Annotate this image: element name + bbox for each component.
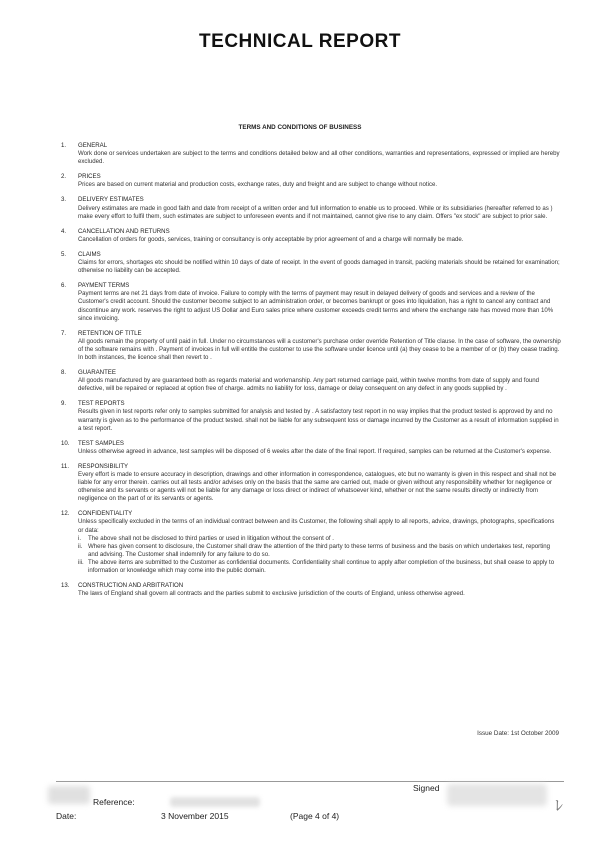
section-confidentiality xyxy=(61,510,561,575)
section-heading: GUARANTEE xyxy=(78,369,116,377)
issue-date: Issue Date: 1st October 2009 xyxy=(477,730,559,737)
reference-label: Reference: xyxy=(93,797,135,807)
section-heading: CONFIDENTIALITY xyxy=(78,510,133,518)
date-value: 3 November 2015 xyxy=(161,811,229,821)
footer-divider xyxy=(56,781,564,782)
section-number: 6. xyxy=(61,282,67,290)
section-heading: PRICES xyxy=(78,173,101,181)
section-body: Work done or services undertaken are subject to the terms and conditions detailed below and all other conditions, warranties and representations, expressed or implied are hereby excluded. xyxy=(78,150,560,166)
redacted-logo xyxy=(48,786,90,804)
page-number: (Page 4 of 4) xyxy=(290,811,340,821)
section-heading: RESPONSIBILITY xyxy=(78,462,129,470)
redacted-signature xyxy=(447,784,547,806)
section-test-reports xyxy=(61,400,561,432)
section-body: Unless specifically excluded in the terms of an individual contract between and its Customer, the following shall apply to all reports, advice, drawings, photographs, specifications or data: xyxy=(78,518,555,534)
section-test-samples xyxy=(61,440,561,456)
section-responsibility xyxy=(61,463,561,503)
section-heading: CONSTRUCTION AND ARBITRATION xyxy=(78,582,184,590)
section-number: 7. xyxy=(61,329,67,337)
list-marker: iii. xyxy=(78,558,84,566)
section-body: Every effort is made to ensure accuracy in description, drawings and other information in correspondence, catalogues, etc but no warranty is given in this respect and shall not be liable for any error therein. carries out all tests and/or advises only on the basis that the same are carried out, made or given without any responsibility whether for negligence or otherwise and its servants or agents will not be liable for any damage or loss direct or indirect of whatsoever kind, whether or not the same results directly or indirectly from negligence on the part of or its servants or agents. xyxy=(78,471,557,503)
list-item-text: The above items are submitted to the Customer as confidential documents. Confidentiality shall continue to apply after completion of the business, but shall cease to apply to information or knowledge which may come into the public domain. xyxy=(88,558,555,575)
section-claims xyxy=(61,251,561,275)
section-delivery-estimates xyxy=(61,196,561,220)
section-cancellation xyxy=(61,228,561,244)
section-payment-terms xyxy=(61,282,561,322)
section-prices xyxy=(61,173,561,189)
section-body: Prices are based on current material and production costs, exchange rates, duty and freight and are subject to change without notice. xyxy=(78,181,438,189)
section-number: 2. xyxy=(61,173,67,181)
section-heading: CLAIMS xyxy=(78,250,101,258)
list-item xyxy=(78,543,561,559)
terms-sections xyxy=(61,142,561,605)
section-body: Unless otherwise agreed in advance, test samples will be disposed of 6 weeks after the date of the final report. If required, samples can be returned at the Customer's expense. xyxy=(78,447,552,455)
section-number: 1. xyxy=(61,142,67,149)
section-body: Claims for errors, shortages etc should be notified within 10 days of date of receipt. In the event of goods damaged in transit, packing materials should be retained for examination; otherwise no liability can be accepted. xyxy=(78,259,560,275)
section-number: 5. xyxy=(61,250,67,258)
section-number: 10. xyxy=(61,439,70,447)
list-item xyxy=(78,559,561,575)
section-heading: TEST SAMPLES xyxy=(78,439,124,447)
section-construction-arbitration xyxy=(61,582,561,598)
section-number: 4. xyxy=(61,227,67,235)
signed-label: Signed xyxy=(413,783,440,793)
section-heading: GENERAL xyxy=(78,142,108,149)
section-heading: RETENTION OF TITLE xyxy=(78,329,142,337)
section-number: 11. xyxy=(61,462,70,470)
section-heading: PAYMENT TERMS xyxy=(78,282,130,290)
section-retention-of-title xyxy=(61,330,561,362)
redacted-reference xyxy=(170,797,260,807)
confidentiality-items xyxy=(78,535,561,575)
list-item-text: Where has given consent to disclosure, the Customer shall draw the attention of the third party to these terms of business and the basis on which undertakes test, reporting and advising. The Customer shall indemnify for any failure to do so. xyxy=(88,542,551,558)
section-general xyxy=(61,142,561,166)
section-body: Payment terms are net 21 days from date of invoice. Failure to comply with the terms of payment may result in delayed delivery of goods and services and a review of the Customer's credit account. Should the customer become subject to an administration order, or becomes bankrupt or goes into liquidation, has a right to cancel any contract and discontinue any work. reserves the right to adjust US Dollar and Euro sales price where customer exceeds credit terms and where the exchange rate has moved more than 10% since invoicing. xyxy=(78,290,554,322)
section-body: All goods manufactured by are guaranteed both as regards material and workmanship. Any part returned carriage paid, within twelve months from date of supply and found defective, will be repaired or replaced at option free of charge. admits no liability for loss, damage or delay consequent on any defect in any goods supplied by . xyxy=(78,377,540,393)
section-body: The laws of England shall govern all contracts and the parties submit to exclusive jurisdiction of the courts of England, unless otherwise agreed. xyxy=(78,590,465,598)
list-item xyxy=(78,535,561,543)
date-label: Date: xyxy=(56,811,77,821)
section-number: 13. xyxy=(61,582,70,590)
list-marker: ii. xyxy=(78,542,83,550)
section-body: Cancellation of orders for goods, services, training or consultancy is only acceptable by prior agreement of and a charge will normally be made. xyxy=(78,235,464,243)
section-number: 3. xyxy=(61,196,67,204)
section-guarantee xyxy=(61,369,561,393)
section-body: Results given in test reports refer only to samples submitted for analysis and tested by . A satisfactory test report in no way implies that the product tested is approved by and no warranty is given as to the performance of the product tested. shall not be liable for any subsequent loss or damage incurred by the Customer as a result of information supplied in a test report. xyxy=(78,408,559,432)
section-heading: CANCELLATION AND RETURNS xyxy=(78,227,170,235)
list-item-text: The above shall not be disclosed to third parties or used in litigation without the consent of . xyxy=(88,534,334,542)
section-number: 9. xyxy=(61,400,67,408)
section-body: All goods remain the property of until paid in full. Under no circumstances will a customer's purchase order override Retention of Title clause. In the case of software, the ownership of the software remains with . Payment of invoices in full will entitle the customer to use the software under licence until (a) they cease to be a member of or (b) they cease trading. In both instances, the licence shall then revert to . xyxy=(78,337,561,361)
section-number: 8. xyxy=(61,369,67,377)
signature-mark-icon: ﾚ xyxy=(555,798,564,815)
list-marker: i. xyxy=(78,534,82,542)
section-heading: TEST REPORTS xyxy=(78,400,125,408)
report-title: TECHNICAL REPORT xyxy=(199,31,401,52)
section-body: Delivery estimates are made in good faith and date from receipt of a written order and full information to enable us to proceed. While or its subsidiaries (hereafter referred to as ) make every effort to fulfil them, such estimates are subject to unforeseen events and if not maintained, cannot give rise to any claim. Offers "ex stock" are subject to prior sale. xyxy=(78,204,553,220)
section-heading: DELIVERY ESTIMATES xyxy=(78,196,144,204)
terms-subtitle: TERMS AND CONDITIONS OF BUSINESS xyxy=(238,124,362,131)
section-number: 12. xyxy=(61,510,70,518)
